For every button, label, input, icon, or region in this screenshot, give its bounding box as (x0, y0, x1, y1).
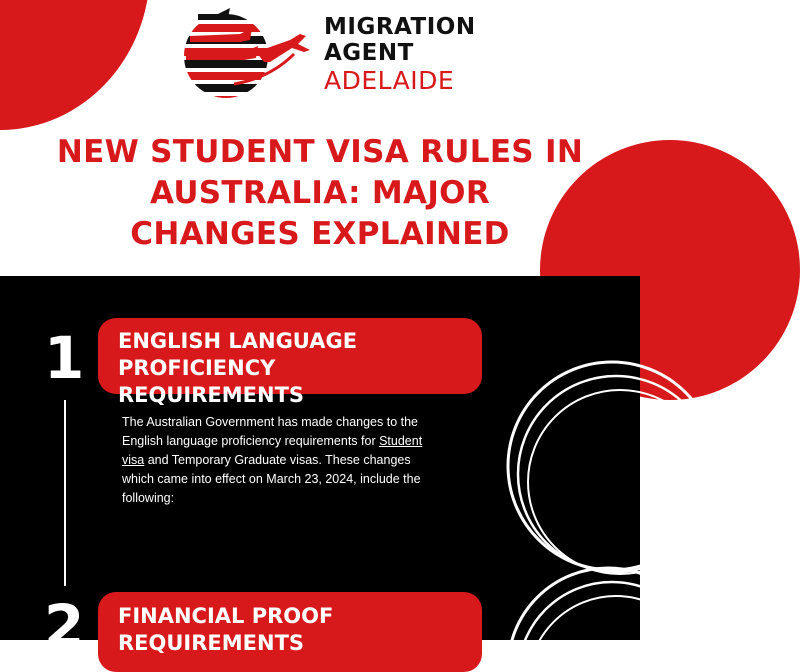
logo-line-adelaide: ADELAIDE (324, 66, 455, 95)
title-line-1: NEW STUDENT VISA RULES IN (56, 134, 584, 170)
step-number-1: 1 (44, 324, 85, 392)
section-title-line-2: PROFICIENCY REQUIREMENTS (118, 356, 305, 407)
body-text-end: and Temporary Graduate visas. These changes which came into effect on March 23, 2024, include the following: (122, 453, 421, 505)
timeline-connector (64, 400, 66, 586)
section-title-line-2: REQUIREMENTS (118, 631, 305, 655)
section-1-body (122, 413, 434, 508)
step-number-2: 2 (44, 592, 85, 660)
header-section (0, 0, 640, 276)
section-title-financial-proof (98, 592, 482, 672)
body-text-start: The Australian Government has made changes to the English language proficiency requirements for (122, 415, 419, 448)
page-title (40, 132, 600, 255)
section-title-english-language (98, 318, 482, 407)
section-title-line-1: FINANCIAL PROOF (118, 604, 334, 628)
title-line-3: CHANGES EXPLAINED (130, 216, 510, 252)
logo-line-migration: MIGRATION (324, 14, 476, 40)
decorative-red-circle-top-left (0, 0, 150, 130)
decorative-rings (500, 316, 640, 640)
globe-with-airplane-icon (178, 6, 314, 102)
logo-wordmark (324, 14, 476, 96)
logo-line-agent: AGENT (324, 40, 414, 66)
title-line-2: AUSTRALIA: MAJOR (150, 175, 490, 211)
content-section (0, 276, 640, 660)
brand-logo[interactable] (178, 6, 476, 102)
section-title-line-1: ENGLISH LANGUAGE (118, 329, 358, 353)
student-visa-link[interactable]: Student visa (122, 434, 423, 467)
